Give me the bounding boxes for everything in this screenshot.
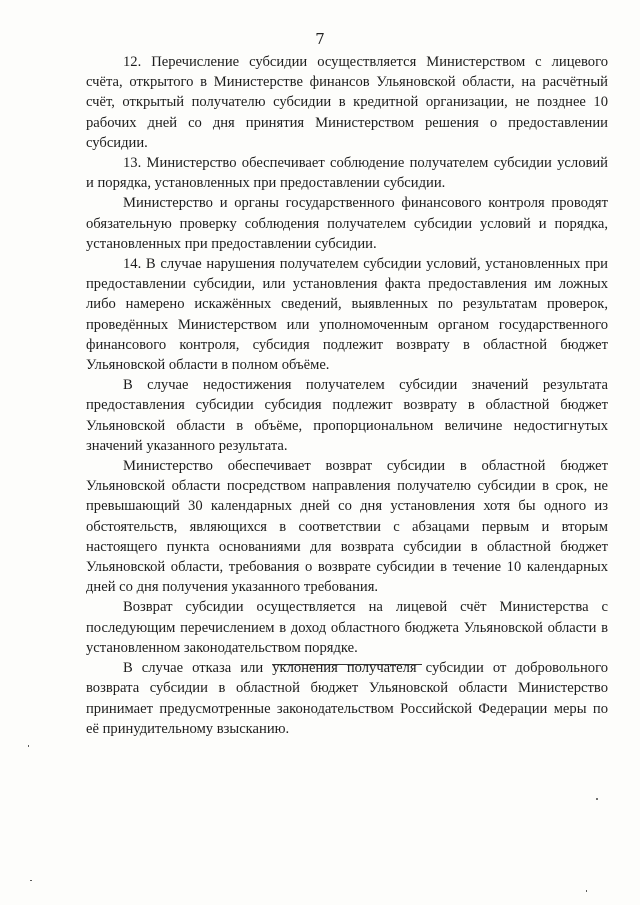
- paragraph-13: 13. Министерство обеспечивает соблюдение получателем субсидии условий и порядка, установленных при предоставлении субсидии.: [86, 155, 608, 192]
- document-body: [86, 52, 608, 739]
- paragraph-14-refusal: В случае отказа или уклонения получателя субсидии от добровольного возврата субсидии в областной бюджет Ульяновской области Министерство принимает предусмотренные законодательством Российской Федерации меры по её принудительному взысканию.: [86, 660, 608, 737]
- end-separator-line: [272, 664, 422, 665]
- paragraph-14-return-account: Возврат субсидии осуществляется на лицевой счёт Министерства с последующим перечислением в доход областного бюджета Ульяновской области в установленном законодательством порядке.: [86, 599, 608, 656]
- paragraph-12: 12. Перечисление субсидии осуществляется Министерством с лицевого счёта, открытого в Министерстве финансов Ульяновской области, на расчётный счёт, открытый получателю субсидии в кредитной организации, не позднее 10 рабочих дней со дня принятия Министерством решения о предоставлении субсидии.: [86, 54, 608, 151]
- page-number: 7: [315, 30, 325, 48]
- scan-speck: [28, 745, 29, 747]
- scan-speck: [586, 890, 587, 892]
- paragraph-13-control: Министерство и органы государственного финансового контроля проводят обязательную проверку соблюдения получателем субсидии условий и порядка, установленных при предоставлении субсидии.: [86, 195, 608, 252]
- paragraph-14-return-request: Министерство обеспечивает возврат субсидии в областной бюджет Ульяновской области посредством направления получателю субсидии в срок, не превышающий 30 календарных дней со дня установления хотя бы одного из обстоятельств, являющихся в соответствии с абзацами первым и вторым настоящего пункта основаниями для возврата субсидии в областной бюджет Ульяновской области, требования о возврате субсидии в течение 10 календарных дней со дня получения указанного требования.: [86, 458, 608, 596]
- scan-speck: [30, 880, 32, 881]
- paragraph-14: 14. В случае нарушения получателем субсидии условий, установленных при предоставлении субсидии, или установления факта предоставления им ложных либо намерено искажённых сведений, выявленных по результатам проверок, проведённых Министерством или уполномоченным органом государственного финансового контроля, субсидия подлежит возврату в областной бюджет Ульяновской области в полном объёме.: [86, 256, 608, 374]
- paragraph-14-result: В случае недостижения получателем субсидии значений результата предоставления субсидии субсидия подлежит возврату в областной бюджет Ульяновской области в объёме, пропорциональном величине недостигнутых значений указанного результата.: [86, 377, 608, 454]
- scan-speck: [596, 798, 598, 800]
